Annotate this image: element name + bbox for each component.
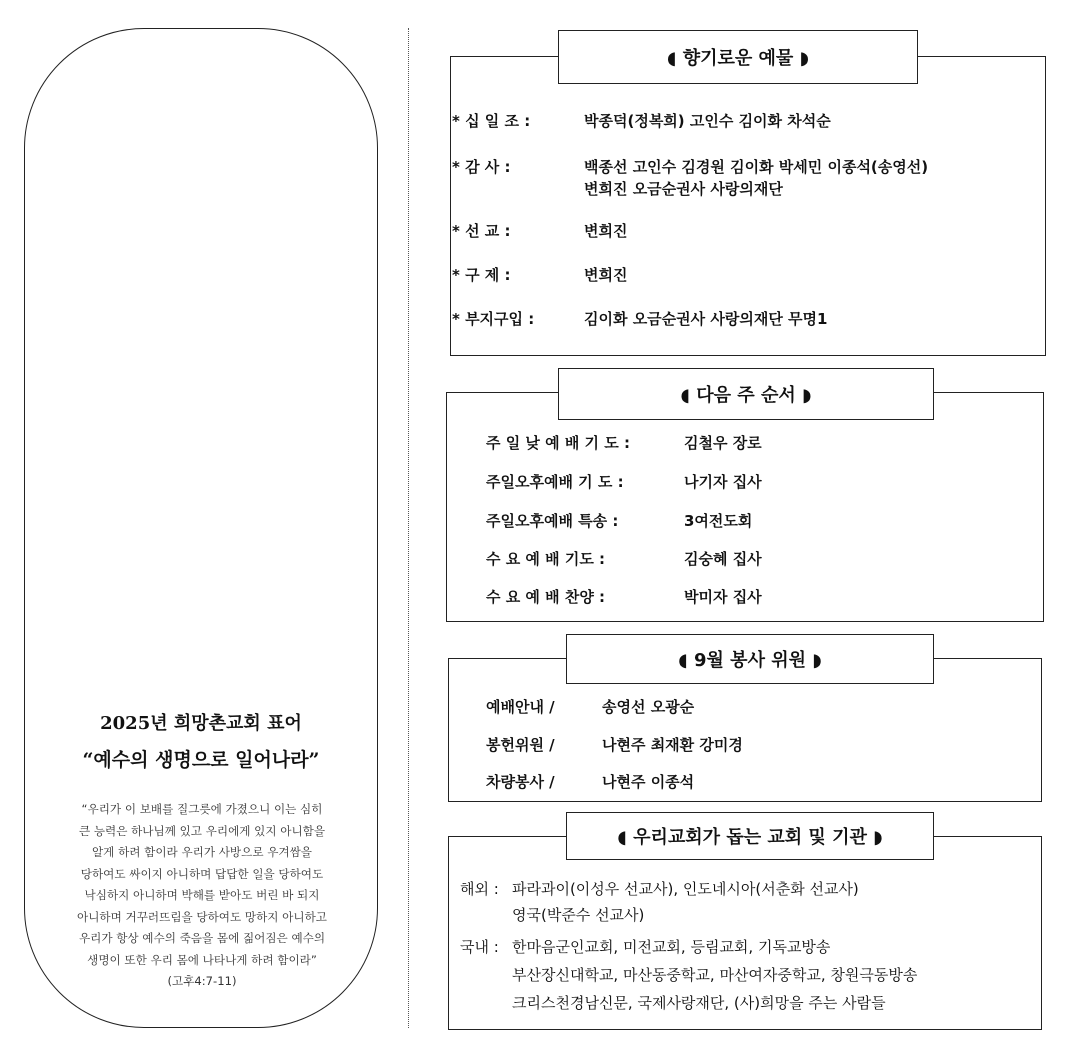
motto-title: 2025년 희망촌교회 표어 — [100, 713, 302, 734]
volunteer-role: 봉헌위원 / — [486, 736, 555, 754]
overseas-item: 파라과이(이성우 선교사), 인도네시아(서춘화 선교사) — [512, 880, 859, 898]
motto-panel — [24, 28, 378, 1028]
volunteer-names: 나현주 이종석 — [602, 773, 695, 791]
schedule-value: 3여전도회 — [684, 512, 753, 530]
domestic-item: 크리스천경남신문, 국제사랑재단, (사)희망을 주는 사람들 — [512, 994, 886, 1012]
verse-line: 당하여도 싸이지 아니하며 답답한 일을 당하여도 — [80, 866, 324, 881]
offering-names: 변희진 — [584, 266, 628, 284]
offering-names: 백종선 고인수 김경원 김이화 박세민 이종석(송영선) — [584, 158, 929, 176]
verse-line: 생명이 또한 우리 몸에 나타나게 하려 함이라” — [87, 952, 317, 967]
overseas-label: 해외 : — [460, 880, 499, 898]
offerings-title: ◖ 향기로운 예물 ◗ — [558, 30, 918, 84]
overseas-item: 영국(박준수 선교사) — [512, 906, 645, 924]
schedule-value: 김철우 장로 — [684, 434, 762, 452]
schedule-value: 박미자 집사 — [684, 588, 762, 606]
offering-names: 변희진 — [584, 222, 628, 240]
verse-line: 아니하며 거꾸러뜨림을 당하여도 망하지 아니하고 — [77, 909, 327, 924]
schedule-label: 주일오후예배 기 도 : — [486, 473, 624, 491]
scripture-verse — [47, 799, 357, 993]
offering-label: * 감 사 : — [452, 158, 511, 176]
verse-line: 큰 능력은 하나님께 있고 우리에게 있지 아니함을 — [78, 823, 326, 838]
domestic-item: 부산장신대학교, 마산동중학교, 마산여자중학교, 창원극동방송 — [512, 966, 918, 984]
schedule-label: 수 요 예 배 기도 : — [486, 550, 606, 568]
offering-names: 변희진 오금순권사 사랑의재단 — [584, 180, 783, 198]
offering-label: * 구 제 : — [452, 266, 511, 284]
schedule-value: 김숭혜 집사 — [684, 550, 762, 568]
verse-reference: (고후4:7-11) — [167, 974, 237, 988]
offering-label: * 십 일 조 : — [452, 112, 531, 130]
next-week-title: ◖ 다음 주 순서 ◗ — [558, 368, 934, 420]
fold-divider — [408, 28, 409, 1028]
support-title: ◖ 우리교회가 돕는 교회 및 기관 ◗ — [566, 812, 934, 860]
verse-line: “우리가 이 보배를 질그릇에 가졌으니 이는 심히 — [81, 802, 323, 816]
volunteer-role: 예배안내 / — [486, 698, 555, 716]
volunteer-role: 차량봉사 / — [486, 773, 555, 791]
volunteer-names: 나현주 최재환 강미경 — [602, 736, 743, 754]
offering-label: * 부지구입 : — [452, 310, 535, 328]
schedule-label: 주 일 낮 예 배 기 도 : — [486, 434, 630, 452]
offering-names: 김이화 오금순권사 사랑의재단 무명1 — [584, 310, 828, 328]
domestic-item: 한마음군인교회, 미전교회, 등림교회, 기독교방송 — [512, 938, 831, 956]
verse-line: 알게 하려 함이라 우리가 사방으로 우겨쌈을 — [91, 845, 313, 859]
volunteer-names: 송영선 오광순 — [602, 698, 695, 716]
motto-text: “예수의 생명으로 일어나라” — [82, 749, 320, 771]
schedule-label: 주일오후예배 특송 : — [486, 512, 619, 530]
verse-line: 우리가 항상 예수의 죽음을 몸에 짊어짐은 예수의 — [78, 931, 326, 945]
verse-line: 낙심하지 아니하며 박해를 받아도 버린 바 되지 — [84, 888, 320, 902]
offering-names: 박종덕(정복희) 고인수 김이화 차석순 — [584, 112, 831, 130]
volunteers-title: ◖ 9월 봉사 위원 ◗ — [566, 634, 934, 684]
offering-label: * 선 교 : — [452, 222, 511, 240]
domestic-label: 국내 : — [460, 938, 499, 956]
schedule-label: 수 요 예 배 찬양 : — [486, 588, 606, 606]
schedule-value: 나기자 집사 — [684, 473, 762, 491]
